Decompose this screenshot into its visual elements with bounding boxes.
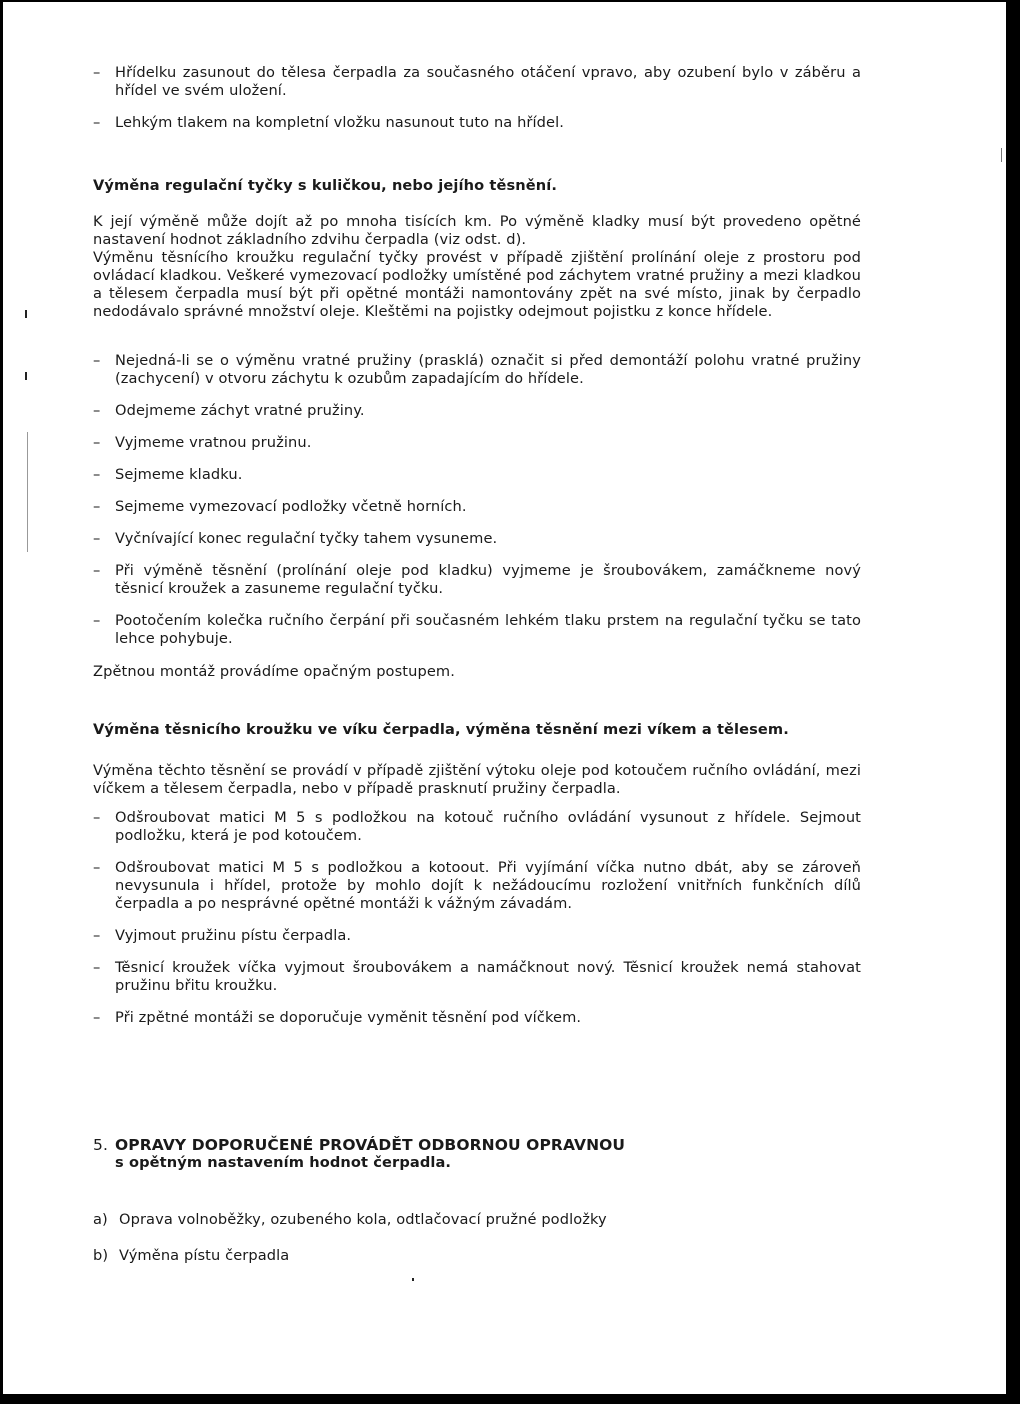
dash-bullet: –	[93, 1009, 101, 1026]
list-item-text: Vyčnívající konec regulační tyčky tahem vysuneme.	[115, 530, 498, 547]
list-item	[93, 1247, 861, 1265]
chapter-title-row	[93, 1136, 861, 1154]
chapter-number: 5.	[93, 1136, 108, 1154]
list-item	[93, 927, 861, 945]
dash-bullet: –	[93, 809, 101, 826]
chapter-title: OPRAVY DOPORUČENÉ PROVÁDĚT ODBORNOU OPRAVNOU	[115, 1136, 626, 1154]
dash-bullet: –	[93, 352, 101, 369]
list-item-text: Lehkým tlakem na kompletní vložku nasunout tuto na hřídel.	[115, 114, 565, 131]
dash-bullet: –	[93, 859, 101, 876]
chapter-subtitle: s opětným nastavením hodnot čerpadla.	[115, 1154, 452, 1171]
dash-bullet: –	[93, 434, 101, 451]
dash-bullet: –	[93, 114, 101, 131]
scan-speck	[25, 372, 27, 380]
list-item	[93, 959, 861, 995]
dash-bullet: –	[93, 498, 101, 515]
list-item	[93, 530, 861, 548]
list-item-text: Odšroubovat matici M 5 s podložkou a kotoout. Při vyjímání víčka nutno dbát, aby se zároveň nevysunula i hřídel, protože by mohlo dojít k nežádoucímu rozložení vnitřních funkčních dílů čerpadla a po nesprávné opětné montáži k vážným závadám.	[115, 859, 861, 912]
list-item	[93, 114, 861, 132]
list-item-text: Vyjmeme vratnou pružinu.	[115, 434, 312, 451]
section-heading: Výměna regulační tyčky s kuličkou, nebo jejího těsnění.	[93, 177, 557, 194]
paragraph: K její výměně může dojít až po mnoha tisících km. Po výměně kladky musí být provedeno opětné nastavení hodnot základního zdvihu čerpadla (viz odst. d).	[93, 213, 861, 248]
list-item-text: Oprava volnoběžky, ozubeného kola, odtlačovací pružné podložky	[119, 1211, 607, 1228]
dash-bullet: –	[93, 64, 101, 81]
list-item-text: Vyjmout pružinu pístu čerpadla.	[115, 927, 352, 944]
list-item-text: Sejmeme vymezovací podložky včetně horních.	[115, 498, 467, 515]
section-heading: Výměna těsnicího kroužku ve víku čerpadla, výměna těsnění mezi víkem a tělesem.	[93, 721, 789, 738]
item-label: a)	[93, 1211, 108, 1228]
dash-bullet: –	[93, 466, 101, 483]
list-item	[93, 352, 861, 388]
scan-speck	[412, 1278, 414, 1281]
list-item	[93, 809, 861, 845]
list-item	[93, 859, 861, 913]
dash-bullet: –	[93, 927, 101, 944]
dash-bullet: –	[93, 612, 101, 629]
intro-list	[93, 64, 861, 132]
list-item-text: Nejedná-li se o výměnu vratné pružiny (prasklá) označit si před demontáží polohu vratné pružiny (zachycení) v otvoru záchytu k ozubům zapadajícím do hřídele.	[115, 352, 861, 387]
list-item	[93, 498, 861, 516]
list-item-text: Výměna pístu čerpadla	[119, 1247, 290, 1264]
paragraph: Výměna těchto těsnění se provádí v případě zjištění výtoku oleje pod kotoučem ručního ovládání, mezi víčkem a tělesem čerpadla, nebo v případě prasknutí pružiny čerpadla.	[93, 762, 861, 797]
list-item	[93, 562, 861, 598]
dash-bullet: –	[93, 402, 101, 419]
scan-edge-mark	[1007, 442, 1011, 492]
list-item	[93, 64, 861, 100]
paragraph: Zpětnou montáž provádíme opačným postupem.	[93, 663, 455, 680]
section1-list	[93, 352, 861, 648]
list-item-text: Odejmeme záchyt vratné pružiny.	[115, 402, 365, 419]
list-item	[93, 612, 861, 648]
scan-speck	[25, 310, 27, 318]
paragraph: Výměnu těsnícího kroužku regulační tyčky provést v případě zjištění prolínání oleje z prostoru pod ovládací kladkou. Veškeré vymezovací podložky umístěné pod záchytem vratné pružiny a mezi kladkou a tělesem čerpadla musí být při opětné montáži namontovány zpět na své místo, jinak by čerpadlo nedodávalo správné množství oleje. Kleštěmi na pojistky odejmout pojistku z konce hřídele.	[93, 249, 861, 320]
list-item	[93, 466, 861, 484]
list-item	[93, 434, 861, 452]
list-item	[93, 402, 861, 420]
list-item-text: Odšroubovat matici M 5 s podložkou na kotouč ručního ovládání vysunout z hřídele. Sejmout podložku, která je pod kotoučem.	[115, 809, 861, 844]
list-item-text: Hřídelku zasunout do tělesa čerpadla za současného otáčení vpravo, aby ozubení bylo v záběru a hřídel ve svém uložení.	[115, 64, 861, 99]
chapter-heading	[93, 1136, 861, 1172]
list-item-text: Pootočením kolečka ručního čerpání při současném lehkém tlaku prstem na regulační tyčku se tato lehce pohybuje.	[115, 612, 861, 647]
list-item-text: Těsnicí kroužek víčka vyjmout šroubovákem a namáčknout nový. Těsnicí kroužek nemá stahovat pružinu břitu kroužku.	[115, 959, 861, 994]
list-item-text: Sejmeme kladku.	[115, 466, 243, 483]
item-label: b)	[93, 1247, 109, 1264]
dash-bullet: –	[93, 562, 101, 579]
section2-list	[93, 809, 861, 1027]
chapter-subtitle-row	[93, 1154, 861, 1172]
dash-bullet: –	[93, 959, 101, 976]
scan-line	[1001, 148, 1002, 162]
list-item-text: Při výměně těsnění (prolínání oleje pod kladku) vyjmeme je šroubovákem, zamáčkneme nový těsnicí kroužek a zasuneme regulační tyčku.	[115, 562, 861, 597]
dash-bullet: –	[93, 530, 101, 547]
list-item	[93, 1009, 861, 1027]
list-item-text: Při zpětné montáži se doporučuje vyměnit těsnění pod víčkem.	[115, 1009, 582, 1026]
spacer	[93, 1154, 115, 1172]
section3-list	[93, 1211, 861, 1265]
scan-line	[27, 432, 28, 552]
list-item	[93, 1211, 861, 1229]
